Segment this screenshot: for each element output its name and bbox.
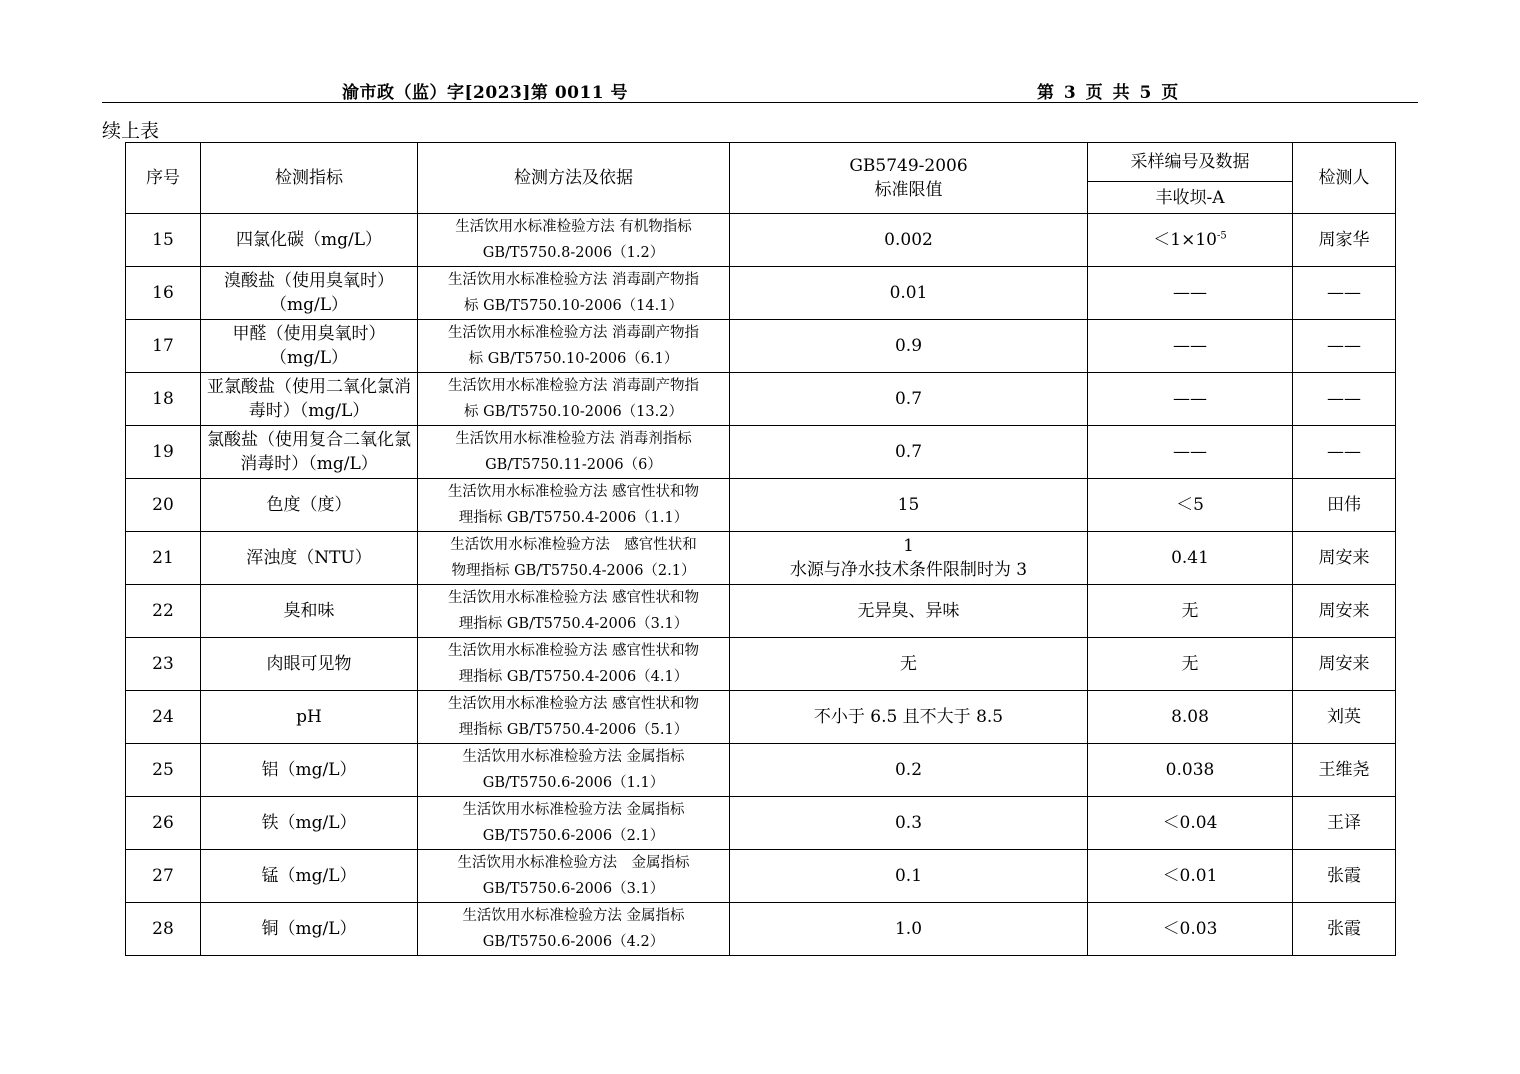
cell-no: 24 <box>126 691 201 744</box>
cell-limit: 0.3 <box>730 797 1088 850</box>
cell-method <box>418 214 730 267</box>
cell-result: —— <box>1088 320 1293 373</box>
cell-tester: 张霞 <box>1293 903 1396 956</box>
cell-method <box>418 638 730 691</box>
cell-tester: —— <box>1293 320 1396 373</box>
header-row <box>126 143 1396 182</box>
cell-method <box>418 903 730 956</box>
cell-method <box>418 532 730 585</box>
cell-indicator: 色度（度） <box>201 479 418 532</box>
cell-limit: 0.1 <box>730 850 1088 903</box>
method-line2: GB/T5750.6-2006（2.1） <box>482 828 665 844</box>
cell-indicator: 溴酸盐（使用臭氧时）（mg/L） <box>201 267 418 320</box>
header-indicator: 检测指标 <box>201 143 418 214</box>
cell-limit: 15 <box>730 479 1088 532</box>
cell-no: 15 <box>126 214 201 267</box>
table-row <box>126 320 1396 373</box>
method-line1: 生活饮用水标准检验方法 消毒副产物指 <box>447 325 700 341</box>
cell-tester: 周安来 <box>1293 585 1396 638</box>
table-row <box>126 638 1396 691</box>
cell-no: 17 <box>126 320 201 373</box>
cell-indicator: pH <box>201 691 418 744</box>
cell-indicator: 臭和味 <box>201 585 418 638</box>
cell-limit: 无 <box>730 638 1088 691</box>
cell-no: 23 <box>126 638 201 691</box>
limit-line2: 水源与净水技术条件限制时为 3 <box>789 560 1028 580</box>
cell-result: ＜0.03 <box>1088 903 1293 956</box>
method-line2: GB/T5750.11-2006（6） <box>485 457 662 473</box>
page-header <box>102 78 1418 103</box>
cell-method <box>418 267 730 320</box>
cell-limit: 无异臭、异味 <box>730 585 1088 638</box>
header-tester: 检测人 <box>1293 143 1396 214</box>
header-standard-label: 标准限值 <box>874 180 943 200</box>
cell-tester: —— <box>1293 373 1396 426</box>
cell-no: 22 <box>126 585 201 638</box>
cell-tester: 田伟 <box>1293 479 1396 532</box>
method-line2: 标 GB/T5750.10-2006（14.1） <box>464 298 683 314</box>
cell-result: —— <box>1088 267 1293 320</box>
cell-indicator: 浑浊度（NTU） <box>201 532 418 585</box>
cell-no: 19 <box>126 426 201 479</box>
cell-result: 0.41 <box>1088 532 1293 585</box>
cell-no: 18 <box>126 373 201 426</box>
cell-method <box>418 373 730 426</box>
header-standard-code: GB5749-2006 <box>849 156 968 176</box>
cell-method <box>418 426 730 479</box>
cell-result: ＜0.01 <box>1088 850 1293 903</box>
method-line2: GB/T5750.8-2006（1.2） <box>482 245 665 261</box>
cell-result: 0.038 <box>1088 744 1293 797</box>
cell-limit: 0.7 <box>730 373 1088 426</box>
cell-limit: 0.2 <box>730 744 1088 797</box>
cell-limit: 不小于 6.5 且不大于 8.5 <box>730 691 1088 744</box>
method-line2: 标 GB/T5750.10-2006（6.1） <box>468 351 679 367</box>
method-line2: 理指标 GB/T5750.4-2006（5.1） <box>458 722 689 738</box>
cell-tester: 周安来 <box>1293 638 1396 691</box>
method-line2: GB/T5750.6-2006（3.1） <box>482 881 665 897</box>
cell-indicator: 甲醛（使用臭氧时）（mg/L） <box>201 320 418 373</box>
table-row <box>126 850 1396 903</box>
method-line2: 物理指标 GB/T5750.4-2006（2.1） <box>451 563 696 579</box>
cell-limit <box>730 532 1088 585</box>
method-line1: 生活饮用水标准检验方法 感官性状和物 <box>447 484 700 500</box>
cell-result: 无 <box>1088 585 1293 638</box>
table-row <box>126 797 1396 850</box>
cell-method <box>418 479 730 532</box>
cell-indicator: 四氯化碳（mg/L） <box>201 214 418 267</box>
table-row <box>126 373 1396 426</box>
cell-indicator: 亚氯酸盐（使用二氧化氯消毒时）（mg/L） <box>201 373 418 426</box>
method-line1: 生活饮用水标准检验方法 感官性状和物 <box>447 643 700 659</box>
cell-method <box>418 691 730 744</box>
method-line1: 生活饮用水标准检验方法 感官性状和 <box>450 537 697 553</box>
cell-indicator: 氯酸盐（使用复合二氧化氯消毒时）（mg/L） <box>201 426 418 479</box>
method-line1: 生活饮用水标准检验方法 有机物指标 <box>455 219 692 235</box>
header-no: 序号 <box>126 143 201 214</box>
cell-no: 20 <box>126 479 201 532</box>
cell-method <box>418 850 730 903</box>
page-info: 第 3 页 共 5 页 <box>1037 83 1179 103</box>
cell-no: 26 <box>126 797 201 850</box>
cell-result: ＜5 <box>1088 479 1293 532</box>
cell-indicator: 铁（mg/L） <box>201 797 418 850</box>
cell-method <box>418 585 730 638</box>
method-line1: 生活饮用水标准检验方法 金属指标 <box>462 908 685 924</box>
cell-result <box>1088 214 1293 267</box>
cell-result: ＜0.04 <box>1088 797 1293 850</box>
cell-result: —— <box>1088 426 1293 479</box>
method-line1: 生活饮用水标准检验方法 金属指标 <box>462 802 685 818</box>
cell-method <box>418 744 730 797</box>
cell-limit: 0.01 <box>730 267 1088 320</box>
cell-tester: 刘英 <box>1293 691 1396 744</box>
cell-result: 无 <box>1088 638 1293 691</box>
table-row <box>126 585 1396 638</box>
method-line1: 生活饮用水标准检验方法 感官性状和物 <box>447 696 700 712</box>
table-row <box>126 479 1396 532</box>
method-line2: GB/T5750.6-2006（4.2） <box>482 934 665 950</box>
cell-result: 8.08 <box>1088 691 1293 744</box>
cell-method <box>418 797 730 850</box>
limit-line1: 1 <box>903 536 914 556</box>
cell-tester: 王译 <box>1293 797 1396 850</box>
method-line2: 理指标 GB/T5750.4-2006（4.1） <box>458 669 689 685</box>
cell-method <box>418 320 730 373</box>
header-standard <box>730 143 1088 214</box>
cell-tester: 周安来 <box>1293 532 1396 585</box>
table-row <box>126 214 1396 267</box>
cell-no: 16 <box>126 267 201 320</box>
method-line2: GB/T5750.6-2006（1.1） <box>482 775 665 791</box>
results-table <box>125 142 1396 956</box>
header-method: 检测方法及依据 <box>418 143 730 214</box>
continuation-label: 续上表 <box>102 120 160 142</box>
cell-no: 25 <box>126 744 201 797</box>
table-row <box>126 691 1396 744</box>
result-exponent: -5 <box>1216 230 1227 242</box>
cell-indicator: 铝（mg/L） <box>201 744 418 797</box>
result-base: ＜1×10 <box>1153 230 1217 250</box>
cell-limit: 0.002 <box>730 214 1088 267</box>
method-line1: 生活饮用水标准检验方法 金属指标 <box>457 855 690 871</box>
cell-indicator: 铜（mg/L） <box>201 903 418 956</box>
cell-result: —— <box>1088 373 1293 426</box>
table-row <box>126 744 1396 797</box>
cell-tester: —— <box>1293 267 1396 320</box>
cell-tester: 张霞 <box>1293 850 1396 903</box>
table-row <box>126 267 1396 320</box>
table-row <box>126 903 1396 956</box>
cell-tester: 周家华 <box>1293 214 1396 267</box>
method-line1: 生活饮用水标准检验方法 消毒副产物指 <box>447 378 700 394</box>
document-number: 渝市政（监）字[2023]第 0011 号 <box>342 83 629 103</box>
method-line1: 生活饮用水标准检验方法 金属指标 <box>462 749 685 765</box>
cell-indicator: 锰（mg/L） <box>201 850 418 903</box>
header-sample-group: 采样编号及数据 <box>1088 143 1293 182</box>
cell-no: 21 <box>126 532 201 585</box>
cell-indicator: 肉眼可见物 <box>201 638 418 691</box>
cell-tester: —— <box>1293 426 1396 479</box>
method-line2: 理指标 GB/T5750.4-2006（1.1） <box>458 510 689 526</box>
method-line1: 生活饮用水标准检验方法 感官性状和物 <box>447 590 700 606</box>
header-sample-id: 丰收坝-A <box>1088 182 1293 214</box>
table-row <box>126 426 1396 479</box>
cell-no: 27 <box>126 850 201 903</box>
cell-tester: 王维尧 <box>1293 744 1396 797</box>
method-line2: 理指标 GB/T5750.4-2006（3.1） <box>458 616 689 632</box>
method-line1: 生活饮用水标准检验方法 消毒剂指标 <box>455 431 692 447</box>
cell-limit: 0.9 <box>730 320 1088 373</box>
method-line1: 生活饮用水标准检验方法 消毒副产物指 <box>447 272 700 288</box>
table-row <box>126 532 1396 585</box>
cell-limit: 0.7 <box>730 426 1088 479</box>
cell-limit: 1.0 <box>730 903 1088 956</box>
method-line2: 标 GB/T5750.10-2006（13.2） <box>464 404 683 420</box>
cell-no: 28 <box>126 903 201 956</box>
